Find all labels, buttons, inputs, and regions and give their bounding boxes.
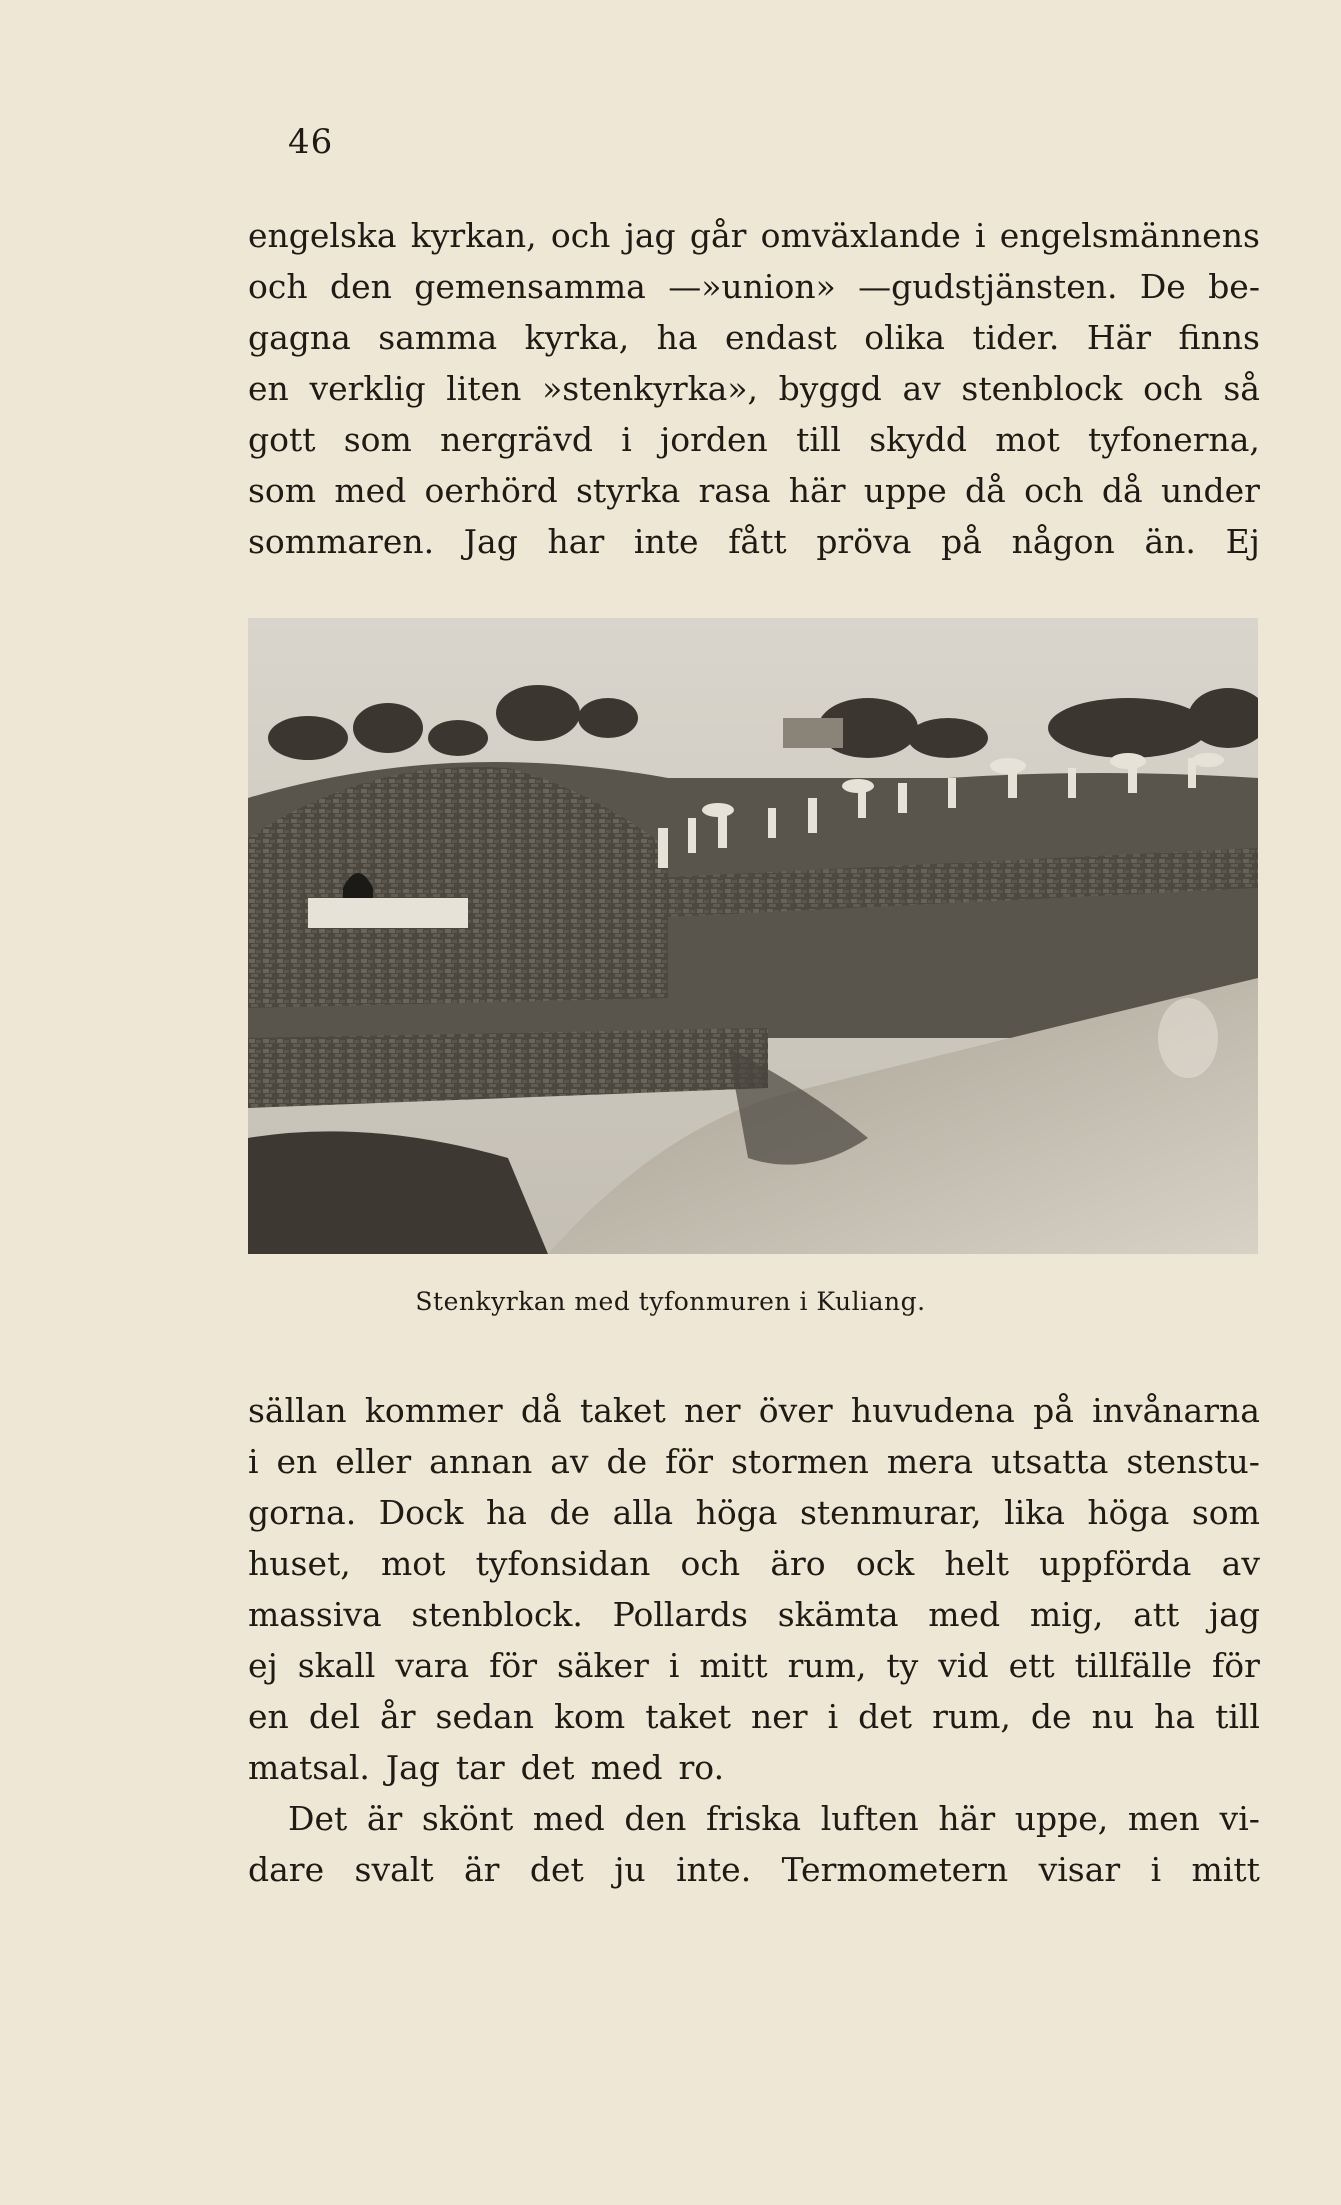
text-line: dare svalt är det ju inte. Termometern visar i mitt — [248, 1850, 1260, 1889]
figure-caption: Stenkyrkan med tyfonmuren i Kuliang. — [415, 1287, 926, 1316]
text-line: sällan kommer då taket ner över huvudena på invånarna — [248, 1391, 1260, 1430]
text-line: i en eller annan av de för stormen mera utsatta stenstu- — [248, 1442, 1260, 1481]
text-line: ej skall vara för säker i mitt rum, ty vid ett tillfälle för — [248, 1646, 1260, 1685]
text-block-bottom — [248, 1385, 1260, 1895]
text-line: huset, mot tyfonsidan och äro ock helt uppförda av — [248, 1544, 1260, 1583]
text-line: och den gemensamma —»union» —gudstjänsten. De be- — [248, 267, 1260, 306]
text-line: sommaren. Jag har inte fått pröva på någon än. Ej — [248, 522, 1260, 561]
text-line: gorna. Dock ha de alla höga stenmurar, lika höga som — [248, 1493, 1260, 1532]
text-block-top — [248, 210, 1260, 567]
text-line: gott som nergrävd i jorden till skydd mot tyfonerna, — [248, 420, 1260, 459]
text-line: massiva stenblock. Pollards skämta med mig, att jag — [248, 1595, 1260, 1634]
text-line: engelska kyrkan, och jag går omväxlande i engelsmännens — [248, 216, 1260, 255]
text-line: Det är skönt med den friska luften här uppe, men vi- — [288, 1799, 1260, 1838]
page-number: 46 — [288, 122, 334, 162]
text-line: som med oerhörd styrka rasa här uppe då och då under — [248, 471, 1260, 510]
text-line: matsal. Jag tar det med ro. — [248, 1748, 725, 1787]
text-line: gagna samma kyrka, ha endast olika tider. Här finns — [248, 318, 1260, 357]
stone-church-photo — [248, 618, 1258, 1254]
text-line: en del år sedan kom taket ner i det rum, de nu ha till — [248, 1697, 1260, 1736]
text-line: en verklig liten »stenkyrka», byggd av stenblock och så — [248, 369, 1260, 408]
photograph — [248, 618, 1258, 1254]
